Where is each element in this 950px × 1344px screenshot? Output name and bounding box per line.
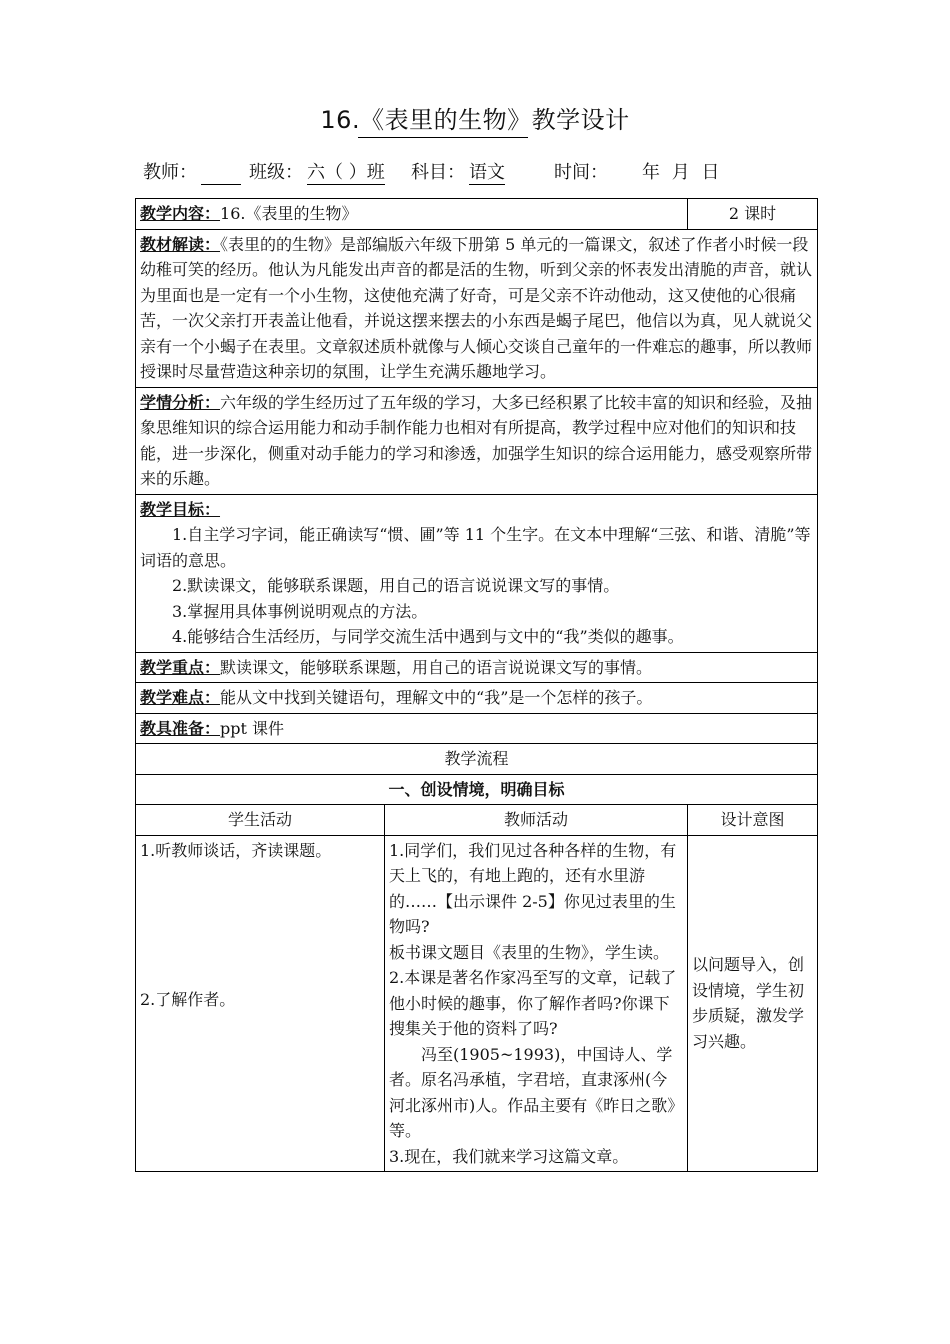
goal-item-2: 2.默读课文，能够联系课题，用自己的语言说说课文写的事情。 <box>172 576 620 595</box>
col-teacher-header: 教师活动 <box>385 805 688 836</box>
col-student-header: 学生活动 <box>136 805 385 836</box>
content-cell <box>136 199 688 230</box>
key-cell <box>136 652 818 683</box>
goal-item-4: 4.能够结合生活经历，与同学交流生活中遇到与文中的“我”类似的趣事。 <box>172 627 684 646</box>
learner-text: 六年级的学生经历过了五年级的学习，大多已经积累了比较丰富的知识和经验，及抽象思维知识的综合运用能力和动手制作能力也相对有所提高，教学过程中应对他们的知识和技能，进一步深化，侧重对动手能力的学习和渗透，加强学生知识的综合运用能力，感受观察所带来的乐趣。 <box>140 392 813 488</box>
teacher-activity-cell <box>385 835 688 1172</box>
info-line <box>143 158 843 188</box>
class-value: 六（ ）班 <box>307 158 385 185</box>
subject-value: 语文 <box>469 158 505 185</box>
goal-item-3: 3.掌握用具体事例说明观点的方法。 <box>172 601 428 621</box>
date-value: 年 月 日 <box>642 162 723 183</box>
hours-cell: 2 课时 <box>688 199 818 230</box>
teacher-paragraph-4: 冯至(1905~1993)，中国诗人、学者。原名冯承植，字君培，直隶涿州(今河北涿州市)人。作品主要有《昨日之歌》等。 <box>389 1044 676 1140</box>
material-label: 教材解读： <box>140 234 221 254</box>
design-intent-cell: 以问题导入，创设情境，学生初步质疑，激发学习兴趣。 <box>688 835 818 1172</box>
content-label: 教学内容： <box>140 204 221 223</box>
time-label: 时间： <box>554 162 608 183</box>
process-title-row <box>136 744 818 775</box>
section1-title: 一、创设情境，明确目标 <box>136 774 818 805</box>
material-text: 《表里的的生物》是部编版六年级下册第 5 单元的一篇课文，叙述了作者小时候一段幼稚可笑的经历。他认为凡能发出声音的都是活的生物，听到父亲的怀表发出清脆的声音，就认为里面也是一定有一个小生物，这使他充满了好奇，可是父亲不许动他动，这又使他的心很痛苦，一次父亲打开表盖让他看，并说这摆来摆去的小东西是蝎子尾巴，他信以为真，见人就说父亲有一个小蝎子在表里。文章叙述质朴就像与人倾心交谈自己童年的一件难忘的趣事，所以教师授课时尽量营造这种亲切的氛围，让学生充满乐趣地学习。 <box>140 234 813 381</box>
key-text: 默读课文，能够联系课题，用自己的语言说说课文写的事情。 <box>220 657 653 677</box>
teacher-label: 教师： <box>143 162 197 183</box>
student-activity-cell <box>136 835 385 1172</box>
learner-row <box>136 387 818 494</box>
difficulty-cell <box>136 683 818 714</box>
process-title: 教学流程 <box>136 744 818 775</box>
prep-cell <box>136 713 818 744</box>
document-title: 16.《表里的生物》教学设计 <box>320 106 630 134</box>
goals-row <box>136 494 818 652</box>
section-title-row <box>136 774 818 805</box>
learner-cell <box>136 387 818 494</box>
column-header-row <box>136 805 818 836</box>
goals-cell <box>136 494 818 652</box>
teacher-paragraph-1: 1.同学们，我们见过各种各样的生物，有天上飞的，有地上跑的，还有水里游的……【出示课件 2-5】你见过表里的生物吗? <box>389 840 677 936</box>
teacher-blank <box>201 160 241 190</box>
student-activity-2: 2.了解作者。 <box>140 989 236 1009</box>
content-value: 16.《表里的生物》 <box>220 204 358 223</box>
material-row <box>136 229 818 387</box>
activity-row <box>136 835 818 1172</box>
col-design-header: 设计意图 <box>688 805 818 836</box>
student-activity-1: 1.听教师谈话，齐读课题。 <box>140 840 332 860</box>
prep-row <box>136 713 818 744</box>
learner-label: 学情分析： <box>140 392 221 412</box>
prep-text: ppt 课件 <box>220 718 285 738</box>
title-underline <box>358 137 528 138</box>
goal-item-1: 1.自主学习字词，能正确读写“惯、圃”等 11 个生字。在文本中理解“三弦、和谐、清脆”等词语的意思。 <box>140 525 811 570</box>
material-cell <box>136 229 818 387</box>
prep-label: 教具准备： <box>140 718 221 738</box>
subject-label: 科目： <box>411 162 465 183</box>
difficulty-text: 能从文中找到关键语句，理解文中的“我”是一个怎样的孩子。 <box>220 688 653 707</box>
content-row <box>136 199 818 230</box>
teacher-paragraph-5: 3.现在，我们就来学习这篇文章。 <box>389 1146 629 1166</box>
goals-label: 教学目标： <box>140 499 221 519</box>
key-label: 教学重点： <box>140 657 221 677</box>
teacher-paragraph-3: 2.本课是著名作家冯至写的文章，记载了他小时候的趣事，你了解作者吗?你课下搜集关于他的资料了吗? <box>389 968 677 1038</box>
key-row <box>136 652 818 683</box>
teacher-paragraph-2: 板书课文题目《表里的生物》，学生读。 <box>389 942 670 962</box>
class-label: 班级： <box>249 162 303 183</box>
difficulty-row <box>136 683 818 714</box>
lesson-plan-table <box>135 198 818 1172</box>
difficulty-label: 教学难点： <box>140 688 221 707</box>
